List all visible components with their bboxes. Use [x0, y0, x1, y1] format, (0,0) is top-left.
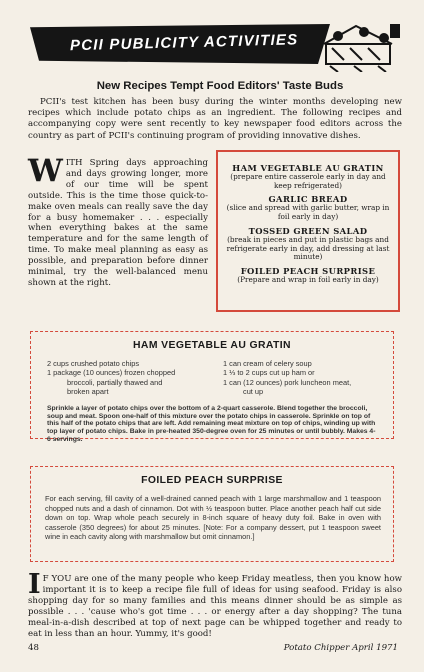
article-headline: New Recipes Tempt Food Editors' Taste Buds	[96, 80, 344, 92]
article-body-text: ITH Spring days approaching and days growing longer, more of our time will be spent outside. This is the time those quick-to-make oven meals can really save the day for a busy homemaker . . . especially when everything bakes at the same temperature and for the same length of time. To make meal planning as easy as possible, and preparation before dinner minimal, try the well-balanced menu shown at the right.	[28, 158, 208, 288]
menu-item-note: (break in pieces and put in plastic bags and refrigerate early in day, add dressing at last minute)	[226, 234, 390, 262]
recipe-card-peach	[30, 466, 394, 562]
ingredient-line: 2 cups crushed potato chips	[47, 359, 140, 368]
menu-item-note: (slice and spread with garlic butter, wrap in foil early in day)	[226, 203, 390, 222]
menu-item-note: (Prepare and wrap in foil early in day)	[237, 274, 379, 284]
menu-item	[218, 163, 398, 190]
menu-item	[218, 194, 398, 221]
publication-footer	[284, 643, 398, 653]
cartoon-illustration-icon	[320, 18, 402, 72]
ingredient-line: broken apart	[67, 387, 109, 397]
menu-item-title: TOSSED GREEN SALAD	[248, 225, 368, 236]
ingredient-line: 1 can cream of celery soup	[223, 359, 312, 368]
recipe-title: FOILED PEACH SURPRISE	[141, 475, 283, 486]
closing-paragraph	[28, 569, 402, 641]
menu-item-note: (prepare entire casserole early in day and keep refrigerated)	[230, 172, 386, 190]
recipe-title: HAM VEGETABLE AU GRATIN	[133, 340, 291, 351]
publication-name: Potato Chipper	[283, 643, 350, 653]
ingredient-column-right	[223, 359, 383, 397]
ingredient-line: 1 package (10 ounces) frozen chopped	[47, 368, 176, 378]
ingredient-line: 1 ⅓ to 2 cups cut up ham or	[223, 368, 315, 378]
recipe-directions: Sprinkle a layer of potato chips over the bottom of a 2-quart casserole. Blend together the broccoli, soup and meat. Spoon one-half of this mixture over the potato chips in casserole. Sprinkle on top of this half of the potato chips that are left. Add remaining meat mixture on top of chips, winding up with top layer of potato chips. Bake in pre-heated 350-degree oven for 25 minutes or until bubbly. Makes 4-6 servings.	[47, 405, 376, 443]
ingredient-column-left	[47, 359, 217, 397]
issue-date: April 1971	[352, 643, 398, 653]
menu-item	[218, 226, 398, 262]
closing-paragraph-text: F YOU are one of the many people who keep Friday meatless, then you know how important it is to keep a recipe file full of ideas for using seafood. Friday is also shopping day for so many families and this means dinner should be as simple as possible . . . 'cause who's got time . . . or energy after a day shopping? The tuna meal-in-a-dish described at top of next page can be whipped together and ready to eat in less than an hour. Yummy, it's good!	[28, 574, 402, 640]
ingredient-line: broccoli, partially thawed and	[67, 377, 163, 387]
menu-box	[216, 150, 400, 312]
menu-item	[218, 266, 398, 285]
drop-cap: I	[28, 569, 41, 600]
menu-item-title: HAM VEGETABLE AU GRATIN	[232, 163, 384, 173]
page-number: 48	[28, 643, 39, 653]
menu-item-title: GARLIC BREAD	[268, 194, 348, 205]
ingredient-line: cut up	[243, 387, 264, 397]
ingredient-line: 1 can (12 ounces) pork luncheon meat,	[223, 377, 352, 387]
menu-item-title: FOILED PEACH SURPRISE	[240, 265, 376, 276]
drop-cap: W	[28, 153, 63, 189]
recipe-card-ham	[30, 331, 394, 443]
section-banner-title: PCII PUBLICITY ACTIVITIES	[69, 31, 299, 55]
article-body	[28, 153, 208, 289]
recipe-directions: For each serving, fill cavity of a well-drained canned peach with 1 large marshmallow and 1 teaspoon chopped nuts and a dash of cinnamon. Dot with ½ teaspoon butter. Place another peach half cut side down on top. Wrap whole peach securely in 8-inch square of heavy duty foil. Bake in oven with casserole (350 degrees) for about 25 minutes. [Note: For a company dessert, put 1 teaspoon sweet wine in each cavity along with marshmallow but omit cinnamon.]	[45, 494, 381, 542]
intro-paragraph: PCII's test kitchen has been busy during the winter months developing new recipes which include potato chips as an ingredient. The following recipes and accompanying copy were sent recently to key newspaper food editors across the country as part of PCII's continuing program of providing innovative dishes.	[28, 97, 402, 141]
